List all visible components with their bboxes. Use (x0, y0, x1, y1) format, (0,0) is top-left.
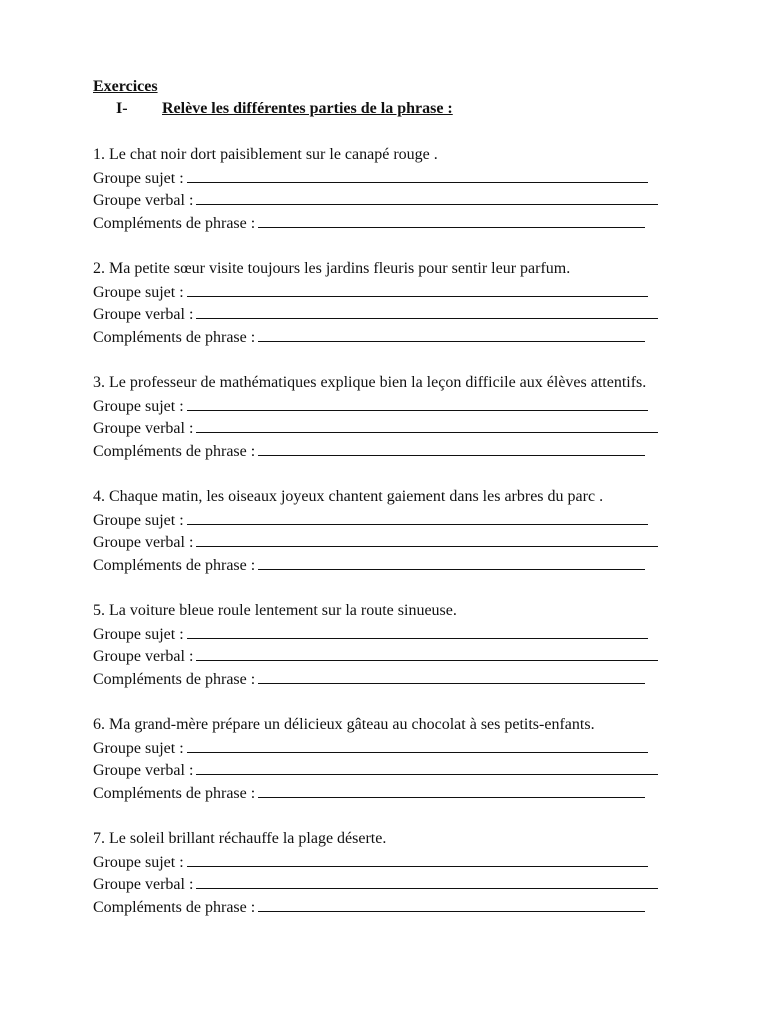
complements-de-phrase-answer-blank[interactable] (258, 668, 645, 684)
groupe-sujet-answer-blank[interactable] (187, 281, 648, 297)
complements-de-phrase-label: Compléments de phrase : (93, 328, 256, 346)
complements-de-phrase-label: Compléments de phrase : (93, 670, 256, 688)
groupe-verbal-row (93, 531, 683, 554)
complements-de-phrase-answer-blank[interactable] (258, 212, 645, 228)
groupe-sujet-answer-blank[interactable] (187, 167, 648, 183)
groupe-sujet-row (93, 509, 683, 532)
complements-de-phrase-answer-blank[interactable] (258, 326, 645, 342)
groupe-verbal-label: Groupe verbal : (93, 192, 194, 209)
groupe-verbal-answer-blank[interactable] (196, 189, 658, 205)
groupe-sujet-label: Groupe sujet : (93, 283, 184, 301)
groupe-verbal-row (93, 189, 683, 212)
complements-de-phrase-row (93, 782, 683, 805)
exercise-7 (93, 828, 683, 918)
groupe-verbal-label: Groupe verbal : (93, 762, 194, 779)
groupe-sujet-answer-blank[interactable] (187, 509, 648, 525)
section-heading (116, 98, 683, 120)
section-title: Relève les différentes parties de la phrase : (162, 100, 453, 117)
complements-de-phrase-row (93, 326, 683, 349)
groupe-verbal-label: Groupe verbal : (93, 420, 194, 437)
groupe-verbal-answer-blank[interactable] (196, 303, 658, 319)
exercise-sentence: 3. Le professeur de mathématiques explique bien la leçon difficile aux élèves attentifs. (93, 374, 647, 391)
complements-de-phrase-label: Compléments de phrase : (93, 214, 256, 232)
groupe-verbal-row (93, 303, 683, 326)
complements-de-phrase-answer-blank[interactable] (258, 440, 645, 456)
complements-de-phrase-row (93, 212, 683, 235)
exercise-list (93, 144, 683, 918)
groupe-sujet-row (93, 167, 683, 190)
groupe-verbal-row (93, 417, 683, 440)
groupe-sujet-row (93, 623, 683, 646)
groupe-verbal-row (93, 759, 683, 782)
groupe-sujet-label: Groupe sujet : (93, 625, 184, 643)
worksheet (93, 76, 683, 918)
exercise-sentence: 5. La voiture bleue roule lentement sur la route sinueuse. (93, 602, 457, 619)
exercise-2 (93, 258, 683, 348)
groupe-verbal-row (93, 873, 683, 896)
complements-de-phrase-row (93, 554, 683, 577)
complements-de-phrase-label: Compléments de phrase : (93, 556, 256, 574)
groupe-sujet-row (93, 851, 683, 874)
complements-de-phrase-answer-blank[interactable] (258, 896, 645, 912)
groupe-verbal-label: Groupe verbal : (93, 534, 194, 551)
groupe-sujet-row (93, 281, 683, 304)
groupe-sujet-answer-blank[interactable] (187, 737, 648, 753)
exercise-sentence: 2. Ma petite sœur visite toujours les jardins fleuris pour sentir leur parfum. (93, 260, 571, 277)
groupe-sujet-row (93, 395, 683, 418)
groupe-sujet-label: Groupe sujet : (93, 397, 184, 415)
exercise-6 (93, 714, 683, 804)
complements-de-phrase-answer-blank[interactable] (258, 554, 645, 570)
complements-de-phrase-row (93, 668, 683, 691)
section-number: I- (116, 100, 128, 117)
groupe-sujet-label: Groupe sujet : (93, 853, 184, 871)
complements-de-phrase-label: Compléments de phrase : (93, 784, 256, 802)
groupe-sujet-label: Groupe sujet : (93, 739, 184, 757)
exercise-3 (93, 372, 683, 462)
complements-de-phrase-row (93, 440, 683, 463)
exercise-1 (93, 144, 683, 234)
groupe-verbal-label: Groupe verbal : (93, 648, 194, 665)
complements-de-phrase-answer-blank[interactable] (258, 782, 645, 798)
groupe-sujet-answer-blank[interactable] (187, 623, 648, 639)
groupe-sujet-row (93, 737, 683, 760)
exercise-sentence: 1. Le chat noir dort paisiblement sur le canapé rouge . (93, 146, 438, 163)
exercise-sentence: 7. Le soleil brillant réchauffe la plage déserte. (93, 830, 387, 847)
groupe-sujet-answer-blank[interactable] (187, 851, 648, 867)
groupe-sujet-label: Groupe sujet : (93, 169, 184, 187)
exercise-sentence: 6. Ma grand-mère prépare un délicieux gâteau au chocolat à ses petits-enfants. (93, 716, 595, 733)
groupe-verbal-answer-blank[interactable] (196, 645, 658, 661)
exercise-4 (93, 486, 683, 576)
groupe-sujet-answer-blank[interactable] (187, 395, 648, 411)
groupe-verbal-label: Groupe verbal : (93, 876, 194, 893)
document-title: Exercices (93, 78, 158, 95)
complements-de-phrase-label: Compléments de phrase : (93, 442, 256, 460)
complements-de-phrase-row (93, 896, 683, 919)
groupe-verbal-label: Groupe verbal : (93, 306, 194, 323)
groupe-verbal-answer-blank[interactable] (196, 873, 658, 889)
groupe-verbal-row (93, 645, 683, 668)
groupe-sujet-label: Groupe sujet : (93, 511, 184, 529)
complements-de-phrase-label: Compléments de phrase : (93, 898, 256, 916)
exercise-5 (93, 600, 683, 690)
groupe-verbal-answer-blank[interactable] (196, 759, 658, 775)
exercise-sentence: 4. Chaque matin, les oiseaux joyeux chantent gaiement dans les arbres du parc . (93, 488, 604, 505)
groupe-verbal-answer-blank[interactable] (196, 531, 658, 547)
groupe-verbal-answer-blank[interactable] (196, 417, 658, 433)
